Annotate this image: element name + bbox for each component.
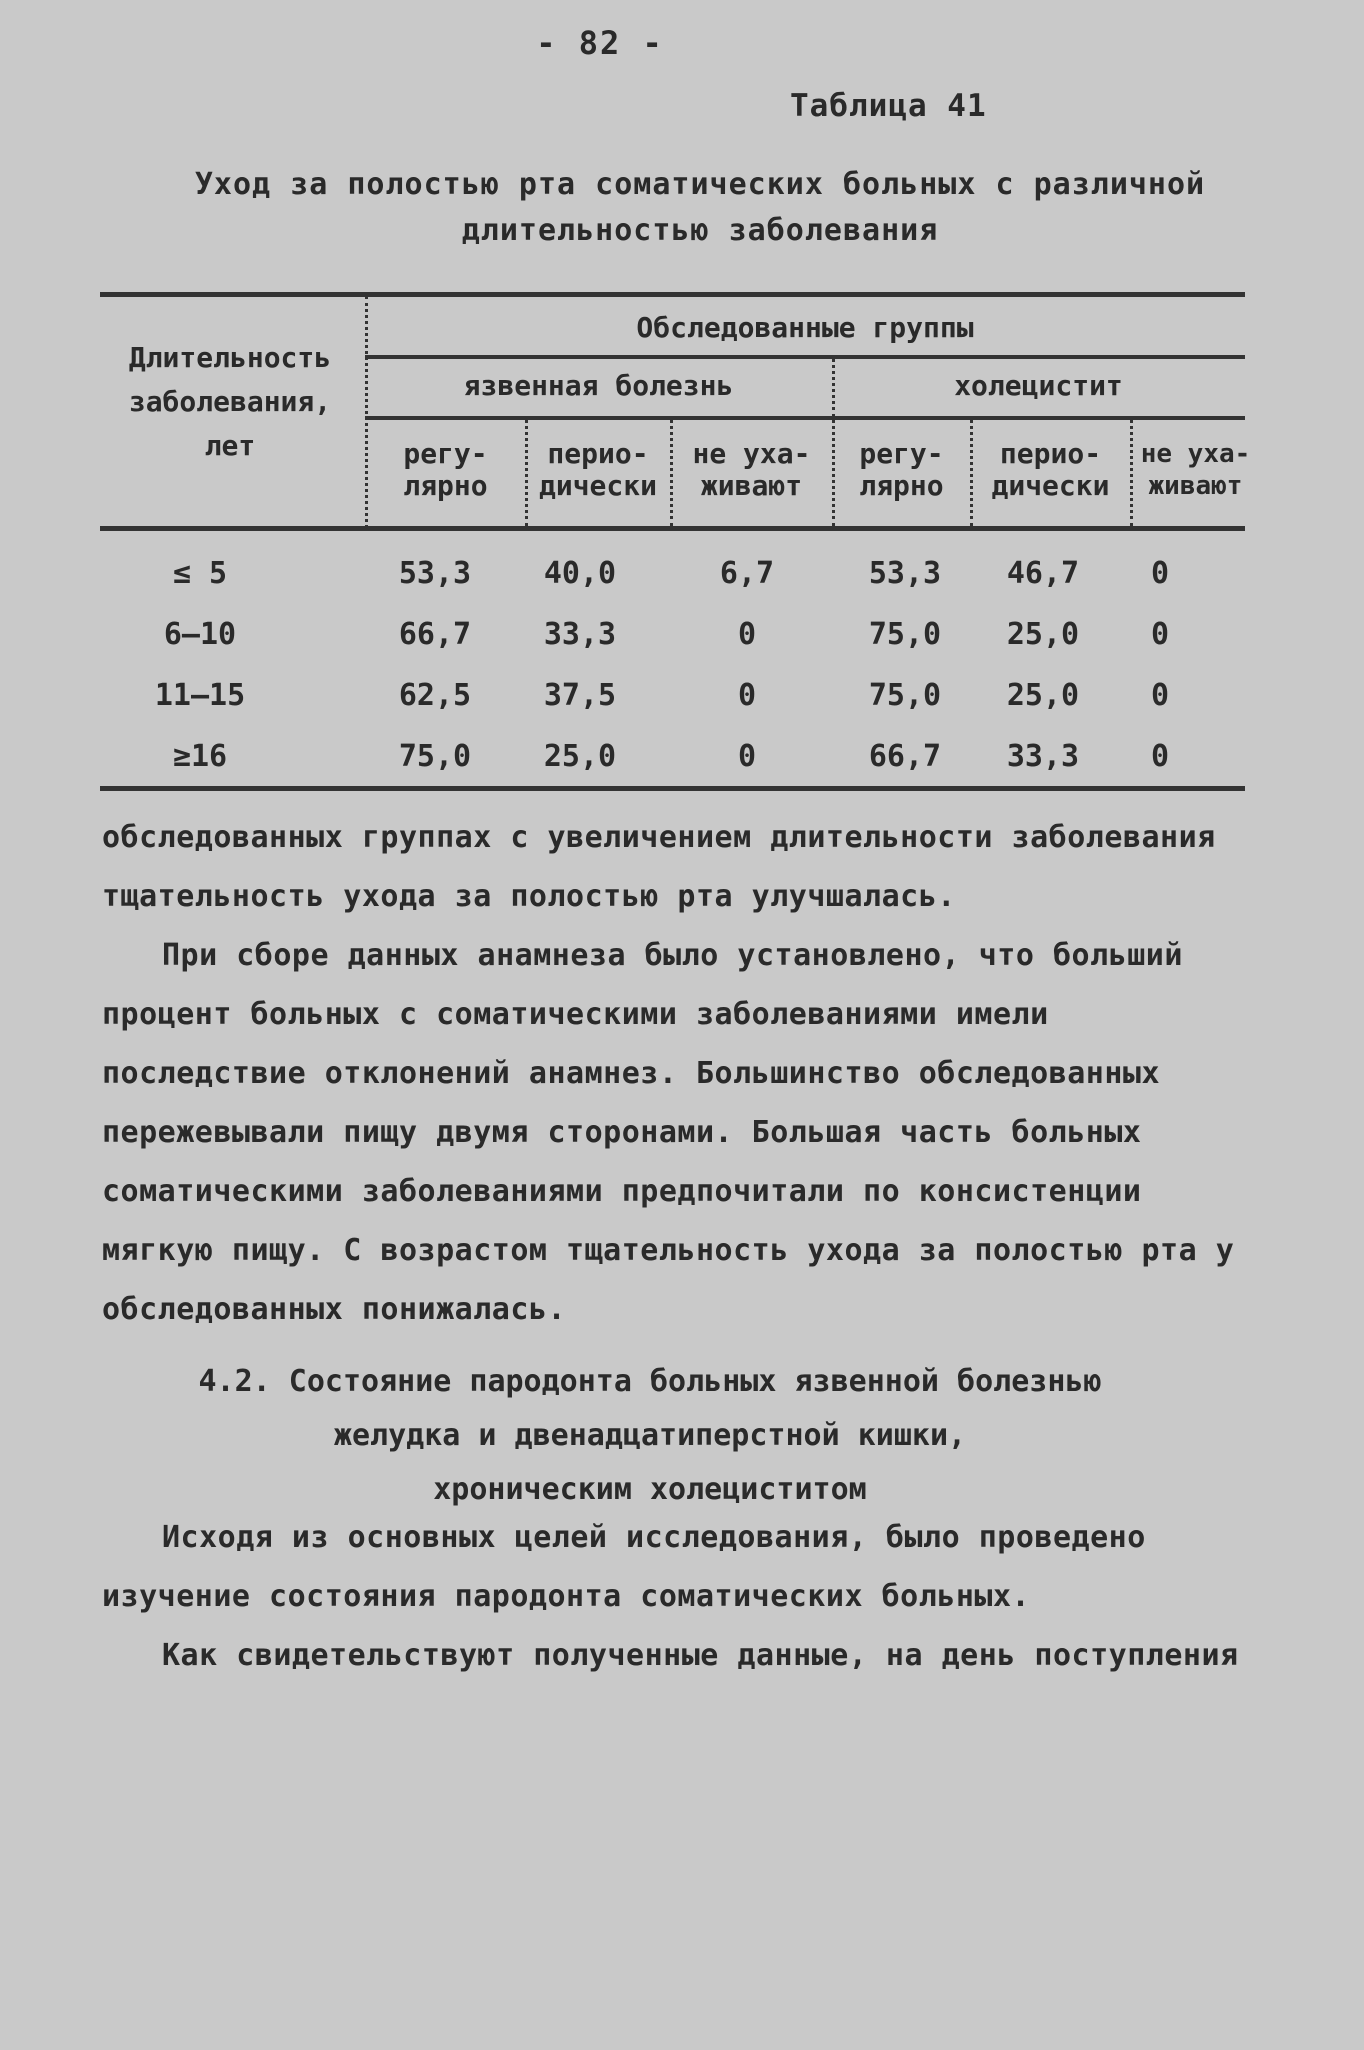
- cell-value: 66,7: [398, 617, 472, 652]
- header-periodic-2: [973, 438, 1128, 502]
- header-duration-line: заболевания,: [128, 385, 332, 418]
- body-text-top: [102, 808, 1240, 1339]
- cell-value: 25,0: [1006, 678, 1080, 713]
- section-heading-line: желудка и двенадцатиперстной кишки,: [333, 1418, 967, 1453]
- table-caption: [180, 162, 1220, 254]
- cell-value: 40,0: [543, 556, 617, 591]
- cell-value: 75,0: [868, 678, 942, 713]
- paragraph: Как свидетельствуют полученные данные, на день поступления: [162, 1638, 1239, 1673]
- paragraph: обследованных группах с увеличением длительности заболевания тщательность ухода за полостью рта улучшалась.: [102, 820, 1216, 914]
- cell-value: 53,3: [398, 556, 472, 591]
- header-duration-line: Длительность: [128, 341, 332, 374]
- header-sub-line: перио-: [999, 437, 1102, 470]
- row-duration: ≤ 5: [172, 556, 228, 591]
- cell-value: 6,7: [719, 556, 775, 591]
- cell-value: 33,3: [1006, 739, 1080, 774]
- header-sub-line: дически: [538, 469, 657, 502]
- cell-value: 37,5: [543, 678, 617, 713]
- cell-value: 0: [1150, 556, 1170, 591]
- cell-value: 62,5: [398, 678, 472, 713]
- header-sub-line: дически: [991, 469, 1110, 502]
- table-caption-line: Уход за полостью рта соматических больных с различной: [194, 167, 1206, 202]
- cell-value: 25,0: [1006, 617, 1080, 652]
- cell-value: 66,7: [868, 739, 942, 774]
- cell-value: 0: [1150, 678, 1170, 713]
- cell-value: 75,0: [398, 739, 472, 774]
- header-regular-2: [835, 438, 968, 502]
- header-none: [673, 438, 830, 502]
- section-heading-line: хроническим холециститом: [433, 1472, 867, 1507]
- cell-value: 33,3: [543, 617, 617, 652]
- header-groups: Обследованные группы: [636, 311, 974, 344]
- row-duration: ≥16: [172, 739, 228, 774]
- header-sub-line: не ухa-: [692, 437, 811, 470]
- header-sub-line: живают: [1148, 471, 1243, 501]
- header-duration-line: лет: [204, 429, 256, 462]
- header-sub-line: регу-: [859, 437, 944, 470]
- header-regular: [368, 438, 523, 502]
- groups-rule: [365, 355, 1245, 359]
- cell-value: 25,0: [543, 739, 617, 774]
- header-group-ulcer: язвенная болезнь: [463, 369, 734, 402]
- header-none-2: [1133, 438, 1258, 502]
- paragraph: Исходя из основных целей исследования, было проведено изучение состояния пародонта соматических больных.: [102, 1520, 1146, 1614]
- row-duration: 6–10: [163, 617, 237, 652]
- header-sub-line: перио-: [547, 437, 649, 470]
- subgroups-rule: [365, 416, 1245, 420]
- body-text-bottom: [102, 1508, 1240, 1685]
- cell-value: 46,7: [1006, 556, 1080, 591]
- table-bottom-rule: [100, 786, 1245, 791]
- page-number: - 82 -: [536, 24, 664, 62]
- header-group-cholecystitis: холецистит: [954, 369, 1123, 402]
- table-label: Таблица 41: [790, 88, 987, 124]
- header-sub-line: регу-: [403, 437, 488, 470]
- cell-value: 0: [737, 678, 757, 713]
- header-sub-line: не ухa-: [1140, 439, 1251, 469]
- section-heading-line: 4.2. Состояние пародонта больных язвенной болезнью: [198, 1364, 1102, 1399]
- cell-value: 53,3: [868, 556, 942, 591]
- cell-value: 0: [737, 617, 757, 652]
- table-top-rule: [100, 292, 1245, 297]
- table-caption-line: длительностью заболевания: [461, 213, 939, 248]
- header-periodic: [528, 438, 668, 502]
- header-sub-line: живают: [700, 469, 803, 502]
- section-heading: [150, 1355, 1150, 1517]
- cell-value: 0: [1150, 617, 1170, 652]
- paragraph: При сборе данных анамнеза было установлено, что больший процент больных с соматическими заболеваниями имели последствие отклонений анамнез. Большинство обследованных пережевывали пищу двумя сторонами. Большая часть больных соматическими заболеваниями предпочитали по консистенции мягкую пищу. С возрастом тщательность ухода за полостью рта у обследованных понижалась.: [102, 938, 1235, 1327]
- header-sub-line: лярно: [859, 469, 944, 502]
- cell-value: 0: [1150, 739, 1170, 774]
- header-duration: [100, 336, 360, 468]
- cell-value: 75,0: [868, 617, 942, 652]
- header-sub-line: лярно: [403, 469, 488, 502]
- row-duration: 11–15: [154, 678, 246, 713]
- cell-value: 0: [737, 739, 757, 774]
